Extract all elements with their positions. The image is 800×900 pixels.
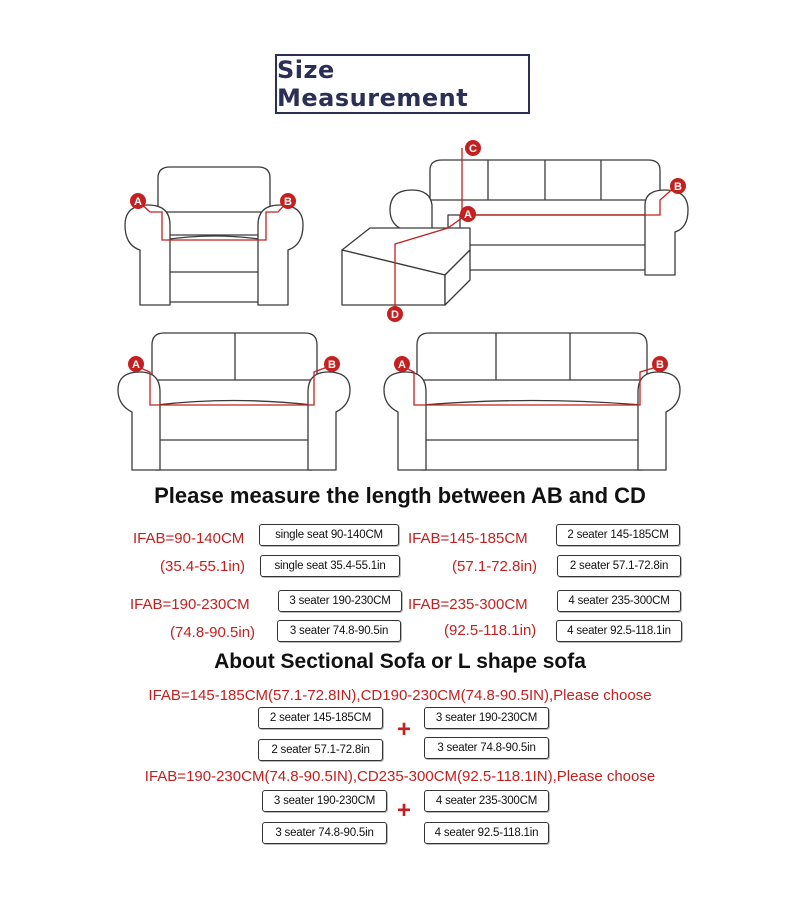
single-cm-label: IFAB=90-140CM	[133, 530, 245, 547]
svg-text:B: B	[674, 181, 682, 193]
sectional-rule-1: IFAB=145-185CM(57.1-72.8IN),CD190-230CM(74.8-90.5IN),Please choose	[148, 687, 652, 704]
marker-a-icon	[128, 356, 144, 372]
three-in-label: (74.8-90.5in)	[170, 624, 256, 641]
svg-text:A: A	[398, 359, 406, 371]
page-title: Size Measurement	[275, 54, 530, 114]
measure-instruction: Please measure the length between AB and CD	[154, 483, 646, 508]
three-seater-illustration	[384, 333, 680, 470]
svg-text:A: A	[464, 209, 472, 221]
svg-text:B: B	[656, 359, 664, 371]
four-in-label: (92.5-118.1in)	[444, 622, 537, 639]
three-in-box: 3 seater 74.8-90.5in	[277, 620, 401, 642]
svg-text:A: A	[132, 359, 140, 371]
l-shape-sofa-illustration	[342, 160, 688, 305]
rule1-right-in-box: 3 seater 74.8-90.5in	[424, 737, 549, 759]
three-cm-label: IFAB=190-230CM	[130, 596, 250, 613]
marker-b-icon	[652, 356, 668, 372]
svg-text:C: C	[469, 143, 477, 155]
two-in-box: 2 seater 57.1-72.8in	[557, 555, 681, 577]
plus-icon: +	[397, 716, 412, 743]
single-in-label: (35.4-55.1in)	[160, 558, 246, 575]
single-cm-box: single seat 90-140CM	[259, 524, 399, 546]
rule1-left-in-box: 2 seater 57.1-72.8in	[258, 739, 383, 761]
sectional-rule-2: IFAB=190-230CM(74.8-90.5IN),CD235-300CM(92.5-118.1IN),Please choose	[144, 768, 656, 785]
rule2-left-in-box: 3 seater 74.8-90.5in	[262, 822, 387, 844]
rule2-left-cm-box: 3 seater 190-230CM	[262, 790, 387, 812]
three-cm-box: 3 seater 190-230CM	[278, 590, 402, 612]
four-cm-box: 4 seater 235-300CM	[557, 590, 681, 612]
marker-b-icon	[324, 356, 340, 372]
svg-text:B: B	[284, 196, 292, 208]
marker-c-icon	[465, 140, 481, 156]
sectional-heading: About Sectional Sofa or L shape sofa	[214, 650, 586, 673]
svg-text:D: D	[391, 309, 399, 321]
rule1-left-cm-box: 2 seater 145-185CM	[258, 707, 383, 729]
rule2-right-cm-box: 4 seater 235-300CM	[424, 790, 549, 812]
four-cm-label: IFAB=235-300CM	[408, 596, 528, 613]
single-in-box: single seat 35.4-55.1in	[260, 555, 400, 577]
marker-b-icon	[280, 193, 296, 209]
marker-a-icon	[394, 356, 410, 372]
rule1-right-cm-box: 3 seater 190-230CM	[424, 707, 549, 729]
armchair-illustration	[125, 167, 303, 305]
rule2-right-in-box: 4 seater 92.5-118.1in	[424, 822, 549, 844]
loveseat-illustration	[118, 333, 350, 470]
marker-b-icon	[670, 178, 686, 194]
marker-a-icon	[130, 193, 146, 209]
svg-text:A: A	[134, 196, 142, 208]
plus-icon: +	[397, 797, 412, 824]
svg-text:B: B	[328, 359, 336, 371]
two-cm-box: 2 seater 145-185CM	[556, 524, 680, 546]
two-in-label: (57.1-72.8in)	[452, 558, 538, 575]
marker-a-icon	[460, 206, 476, 222]
two-cm-label: IFAB=145-185CM	[408, 530, 528, 547]
four-in-box: 4 seater 92.5-118.1in	[556, 620, 682, 642]
marker-d-icon	[387, 306, 403, 322]
